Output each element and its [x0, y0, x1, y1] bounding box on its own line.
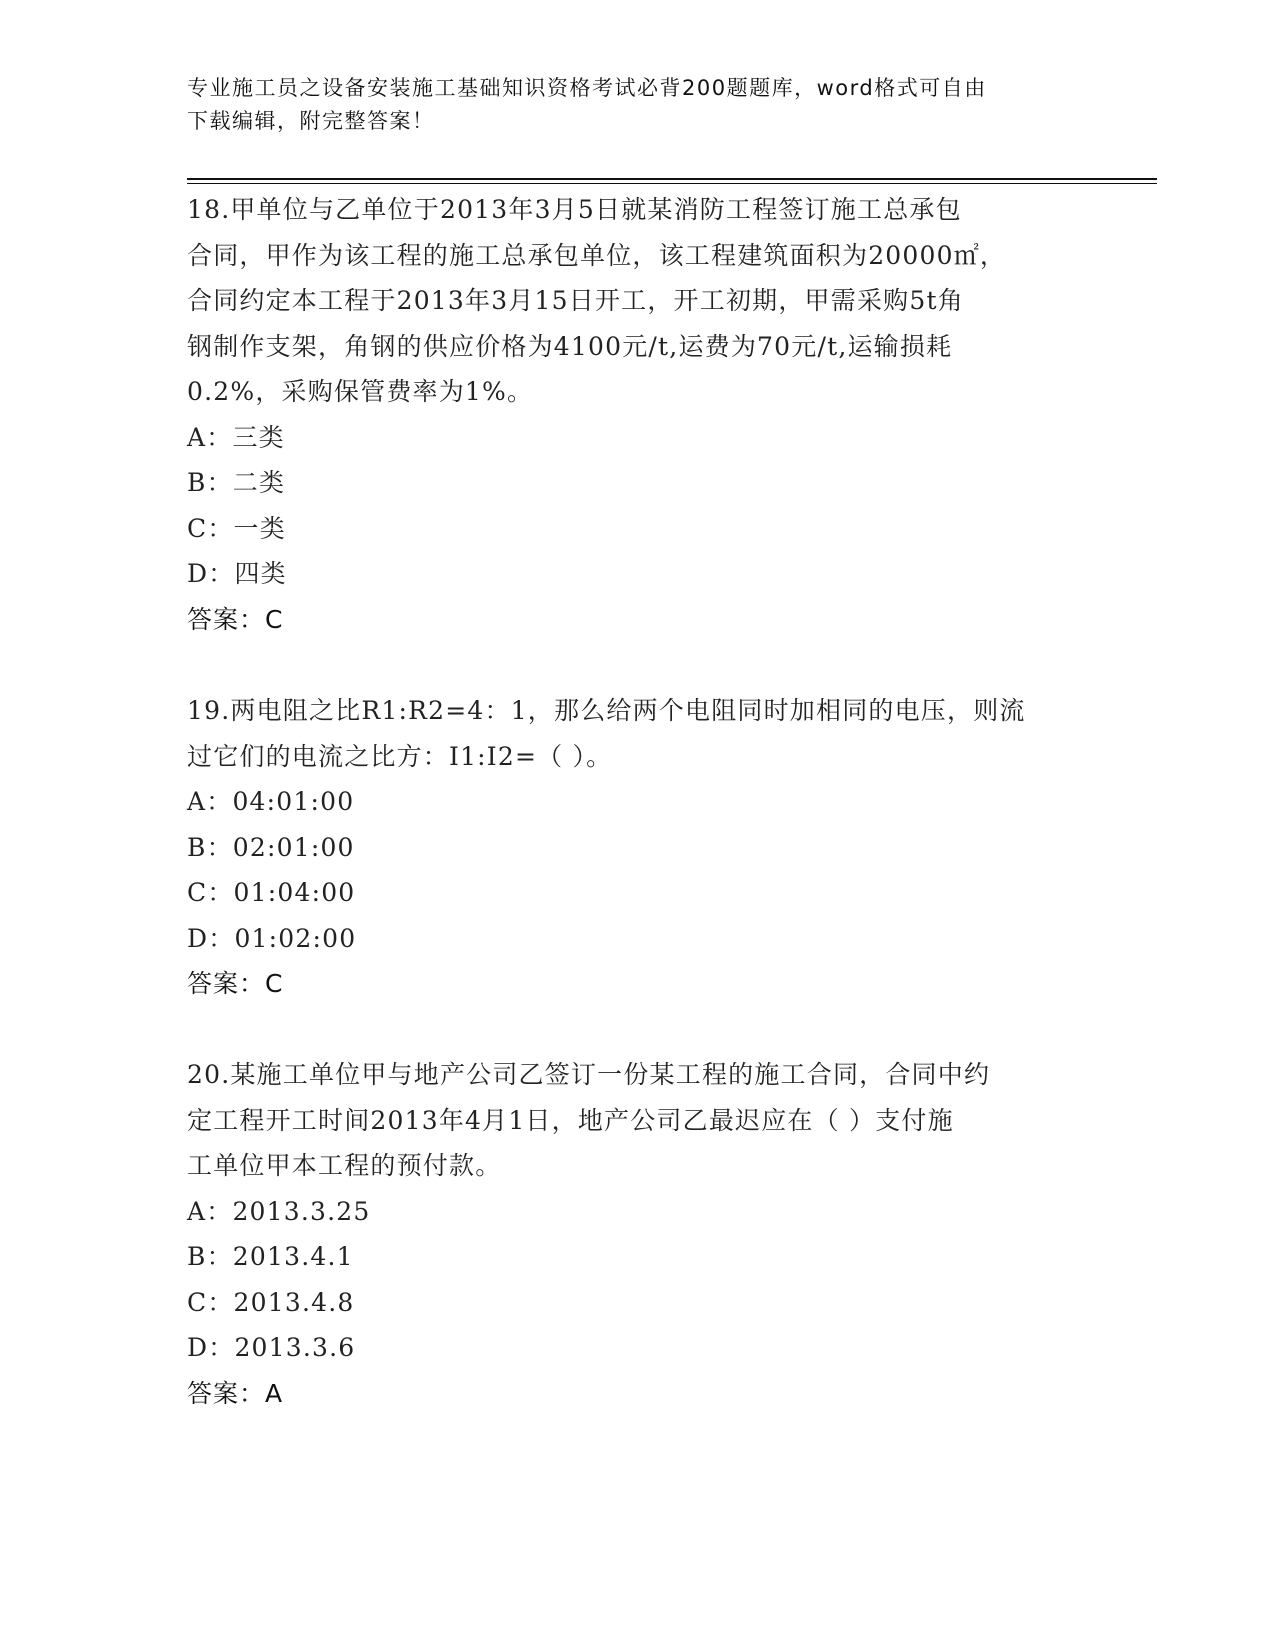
option-d: D：01:02:00 [187, 923, 357, 953]
header-line: 专业施工员之设备安装施工基础知识资格考试必背200题题库，word格式可自由 [187, 76, 987, 100]
question-text-line: 18.甲单位与乙单位于2013年3月5日就某消防工程签订施工总承包 [187, 195, 962, 224]
header-line: 下载编辑，附完整答案！ [187, 109, 435, 133]
option-d: D：四类 [187, 559, 287, 588]
question-text-line: 定工程开工时间2013年4月1日，地产公司乙最迟应在（ ）支付施 [187, 1105, 954, 1135]
option-a: A：2013.3.25 [187, 1196, 371, 1226]
question-text-line: 合同约定本工程于2013年3月15日开工，开工初期，甲需采购5t角 [187, 286, 964, 315]
question-text-line: 过它们的电流之比方：I1:I2=（ ）。 [187, 741, 613, 771]
question-text-line: 19.两电阻之比R1:R2=4：1，那么给两个电阻同时加相同的电压，则流 [187, 696, 1026, 725]
option-b: B：02:01:00 [187, 832, 355, 862]
question-text-line: 合同，甲作为该工程的施工总承包单位，该工程建筑面积为20000㎡， [187, 240, 1007, 270]
document-header [187, 72, 1067, 138]
header-divider-thin [187, 183, 1157, 184]
question-20 [187, 1052, 1087, 1416]
option-c: C：2013.4.8 [187, 1287, 355, 1317]
option-b: B：2013.4.1 [187, 1242, 354, 1271]
question-18 [187, 187, 1087, 642]
option-d: D：2013.3.6 [187, 1333, 356, 1362]
header-divider [187, 178, 1157, 180]
answer: 答案：C [187, 969, 284, 998]
question-text-line: 20.某施工单位甲与地产公司乙签订一份某工程的施工合同，合同中约 [187, 1060, 991, 1089]
question-text-line: 0.2%，采购保管费率为1%。 [187, 377, 534, 406]
option-a: A：三类 [187, 422, 285, 452]
option-c: C：一类 [187, 513, 286, 543]
option-a: A：04:01:00 [187, 787, 355, 816]
question-text-line: 钢制作支架，角钢的供应价格为4100元/t,运费为70元/t,运输损耗 [187, 331, 953, 361]
answer: 答案：A [187, 1378, 284, 1408]
answer: 答案：C [187, 604, 284, 634]
question-text-line: 工单位甲本工程的预付款。 [187, 1151, 502, 1180]
option-c: C：01:04:00 [187, 878, 356, 907]
option-b: B：二类 [187, 468, 286, 497]
question-19 [187, 688, 1087, 1007]
